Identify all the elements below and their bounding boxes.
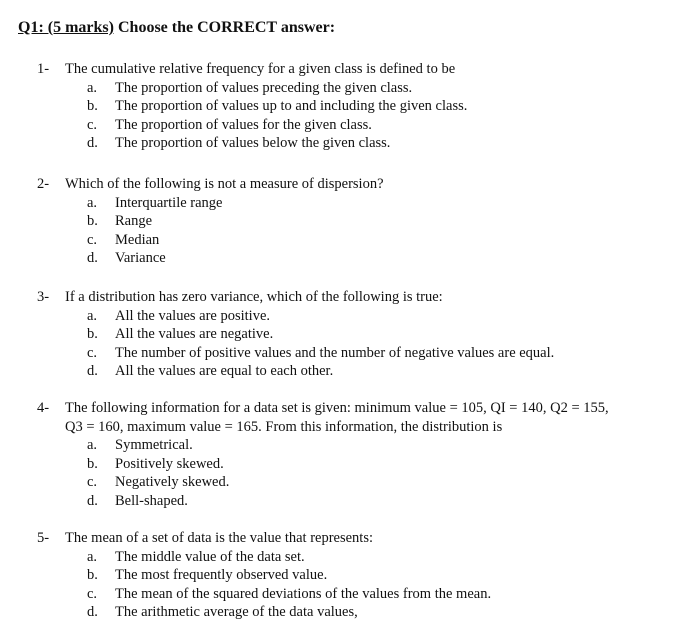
option-text: All the values are positive. [115,307,271,324]
question-4 [37,399,609,510]
option-c[interactable] [37,473,609,492]
option-text: The proportion of values up to and including the given class. [115,98,468,114]
section-title: Choose the CORRECT answer: [113,19,336,36]
option-letter: b. [87,98,98,114]
option-b[interactable] [37,455,609,474]
option-d[interactable] [37,249,384,268]
option-letter: b. [87,455,98,472]
option-a[interactable] [37,194,384,213]
question-5 [37,529,491,622]
question-text: The mean of a set of data is the value that represents: [65,530,374,546]
question-3 [37,288,554,381]
option-letter: d. [87,250,98,266]
option-b[interactable] [37,212,384,231]
option-d[interactable] [37,492,609,511]
option-text: Median [115,231,160,248]
option-letter: d. [87,363,98,379]
option-text: Symmetrical. [115,437,193,453]
question-number: 4- [37,400,50,416]
option-letter: d. [87,135,98,151]
question-number: 5- [37,530,50,546]
option-text: All the values are equal to each other. [115,363,334,379]
option-letter: b. [87,567,98,583]
option-letter: a. [87,194,98,211]
option-letter: a. [87,437,98,453]
option-d[interactable] [37,603,491,622]
option-b[interactable] [37,97,467,116]
question-text: If a distribution has zero variance, which of the following is true: [65,289,443,305]
option-a[interactable] [37,307,554,326]
option-letter: d. [87,492,98,509]
option-text: The number of positive values and the number of negative values are equal. [115,344,555,361]
option-letter: c. [87,116,98,133]
question-text: Which of the following is not a measure of dispersion? [65,176,384,192]
option-letter: c. [87,585,98,602]
option-text: Variance [115,250,166,266]
option-d[interactable] [37,362,554,381]
option-text: The most frequently observed value. [115,567,328,583]
option-a[interactable] [37,79,467,98]
option-letter: b. [87,326,98,342]
question-2 [37,175,384,268]
question-text: The cumulative relative frequency for a given class is defined to be [65,61,456,77]
option-c[interactable] [37,585,491,604]
option-a[interactable] [37,436,609,455]
option-letter: a. [87,79,98,96]
option-a[interactable] [37,548,491,567]
option-text: Positively skewed. [115,455,224,472]
question-number: 1- [37,61,50,77]
section-header [18,19,335,37]
option-letter: c. [87,344,98,361]
option-text: Bell-shaped. [115,492,188,509]
option-b[interactable] [37,566,491,585]
option-c[interactable] [37,116,467,135]
option-text: Negatively skewed. [115,474,230,490]
option-letter: a. [87,307,98,324]
option-text: The arithmetic average of the data values, [115,604,358,620]
option-text: The mean of the squared deviations of the values from the mean. [115,585,492,602]
option-c[interactable] [37,231,384,250]
question-1 [37,60,467,153]
question-number: 3- [37,289,50,305]
option-text: The middle value of the data set. [115,548,305,565]
option-d[interactable] [37,134,467,153]
option-letter: a. [87,548,98,565]
question-label: Q1: (5 marks) [18,19,114,36]
option-text: The proportion of values for the given class. [115,116,372,133]
option-text: Interquartile range [115,194,223,211]
option-letter: c. [87,231,98,248]
option-text: The proportion of values below the given class. [115,135,391,151]
option-letter: d. [87,604,98,620]
option-text: All the values are negative. [115,326,274,342]
option-letter: b. [87,213,98,229]
option-letter: c. [87,474,98,490]
question-text: The following information for a data set is given: minimum value = 105, QI = 140, Q2 = 155, [65,400,609,416]
option-text: Range [115,213,153,229]
option-b[interactable] [37,325,554,344]
option-c[interactable] [37,344,554,363]
question-text-continued: Q3 = 160, maximum value = 165. From this information, the distribution is [65,418,503,435]
option-text: The proportion of values preceding the given class. [115,79,413,96]
question-number: 2- [37,176,50,192]
